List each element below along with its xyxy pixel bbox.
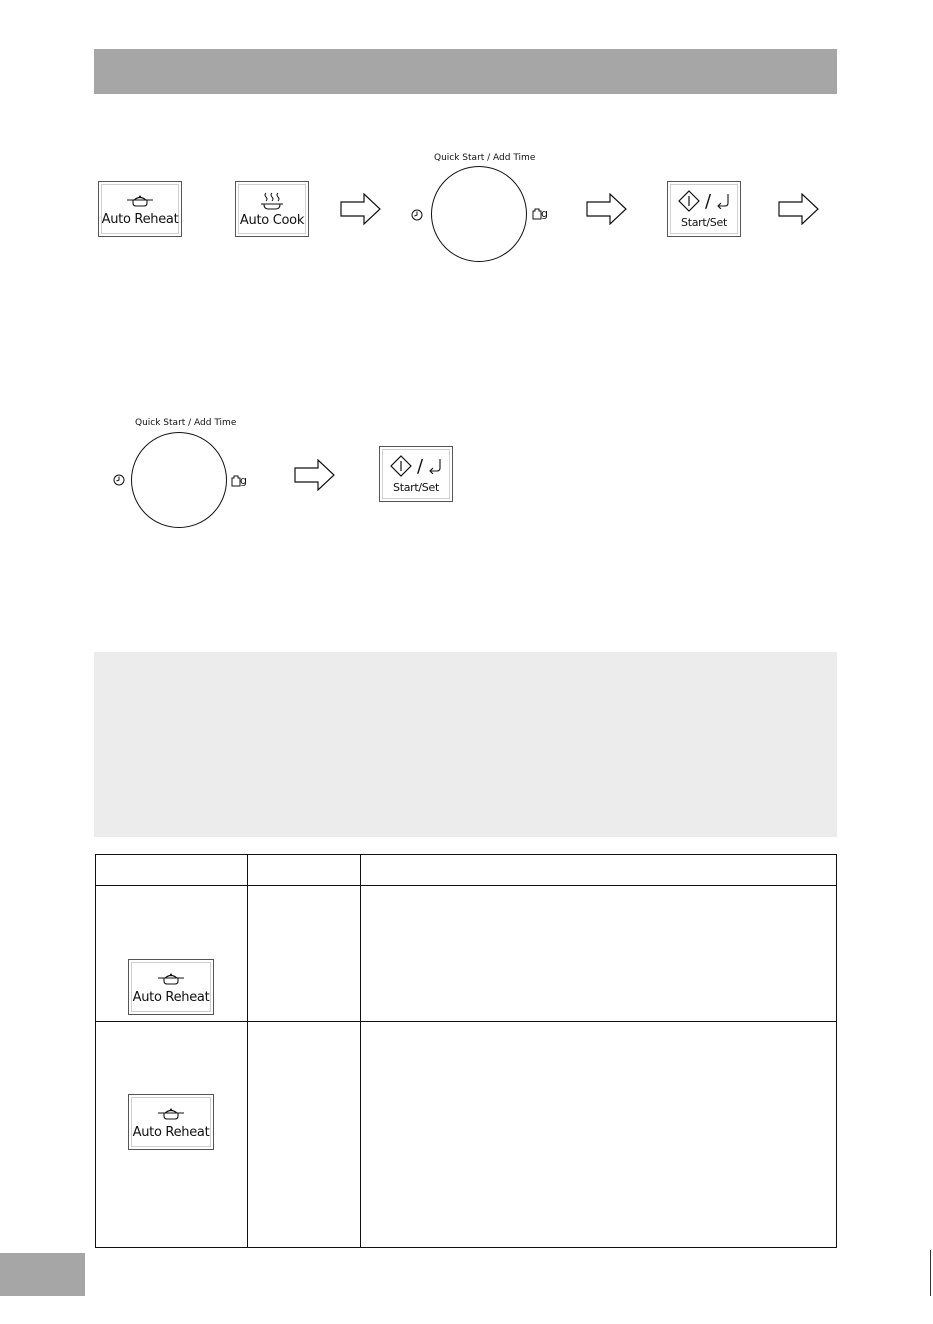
table-row — [96, 886, 837, 1022]
auto-cook-label: Auto Cook — [239, 213, 305, 228]
clock-icon — [411, 209, 423, 221]
start-diamond-icon — [390, 455, 412, 477]
program-table — [95, 854, 837, 1248]
weight-unit-label: g — [541, 207, 548, 220]
start-set-button[interactable] — [379, 446, 453, 502]
page-edge-line — [930, 1250, 931, 1296]
right-arrow-icon — [586, 193, 628, 225]
auto-reheat-label: Auto Reheat — [132, 1125, 210, 1140]
table-row — [96, 1022, 837, 1248]
quick-start-dial[interactable] — [131, 432, 227, 528]
table-cell — [361, 1022, 837, 1248]
weight-unit-label: g — [240, 474, 247, 487]
table-cell-key — [96, 886, 248, 1022]
steam-icon — [257, 191, 287, 211]
auto-reheat-label: Auto Reheat — [132, 990, 210, 1005]
auto-reheat-button[interactable] — [98, 181, 182, 237]
pot-icon — [156, 972, 186, 986]
dial-title: Quick Start / Add Time — [135, 418, 237, 428]
table-header-cell — [361, 855, 837, 886]
start-set-separator: / — [704, 190, 712, 212]
start-set-separator: / — [416, 455, 424, 477]
table-header-cell — [96, 855, 248, 886]
note-box — [94, 652, 837, 837]
start-set-label: Start/Set — [681, 216, 727, 229]
right-arrow-icon — [340, 193, 382, 225]
clock-icon — [113, 474, 125, 486]
table-cell-key — [96, 1022, 248, 1248]
section-header-bar — [94, 49, 837, 94]
enter-arrow-icon — [716, 193, 730, 209]
auto-reheat-button[interactable] — [128, 959, 214, 1015]
pot-icon — [156, 1107, 186, 1121]
table-cell — [361, 886, 837, 1022]
page-number-tab — [0, 1253, 85, 1296]
start-set-button[interactable] — [667, 181, 741, 237]
start-set-label: Start/Set — [393, 481, 439, 494]
right-arrow-icon — [778, 193, 820, 225]
dial-title: Quick Start / Add Time — [434, 153, 536, 163]
pot-icon — [125, 194, 155, 208]
right-arrow-icon — [294, 459, 336, 491]
table-header-cell — [248, 855, 361, 886]
auto-cook-button[interactable] — [235, 181, 309, 237]
table-header-row — [96, 855, 837, 886]
quick-start-dial[interactable] — [431, 166, 527, 262]
start-diamond-icon — [678, 190, 700, 212]
table-cell — [248, 1022, 361, 1248]
enter-arrow-icon — [428, 458, 442, 474]
auto-reheat-button[interactable] — [128, 1094, 214, 1150]
table-cell — [248, 886, 361, 1022]
auto-reheat-label: Auto Reheat — [101, 212, 179, 227]
